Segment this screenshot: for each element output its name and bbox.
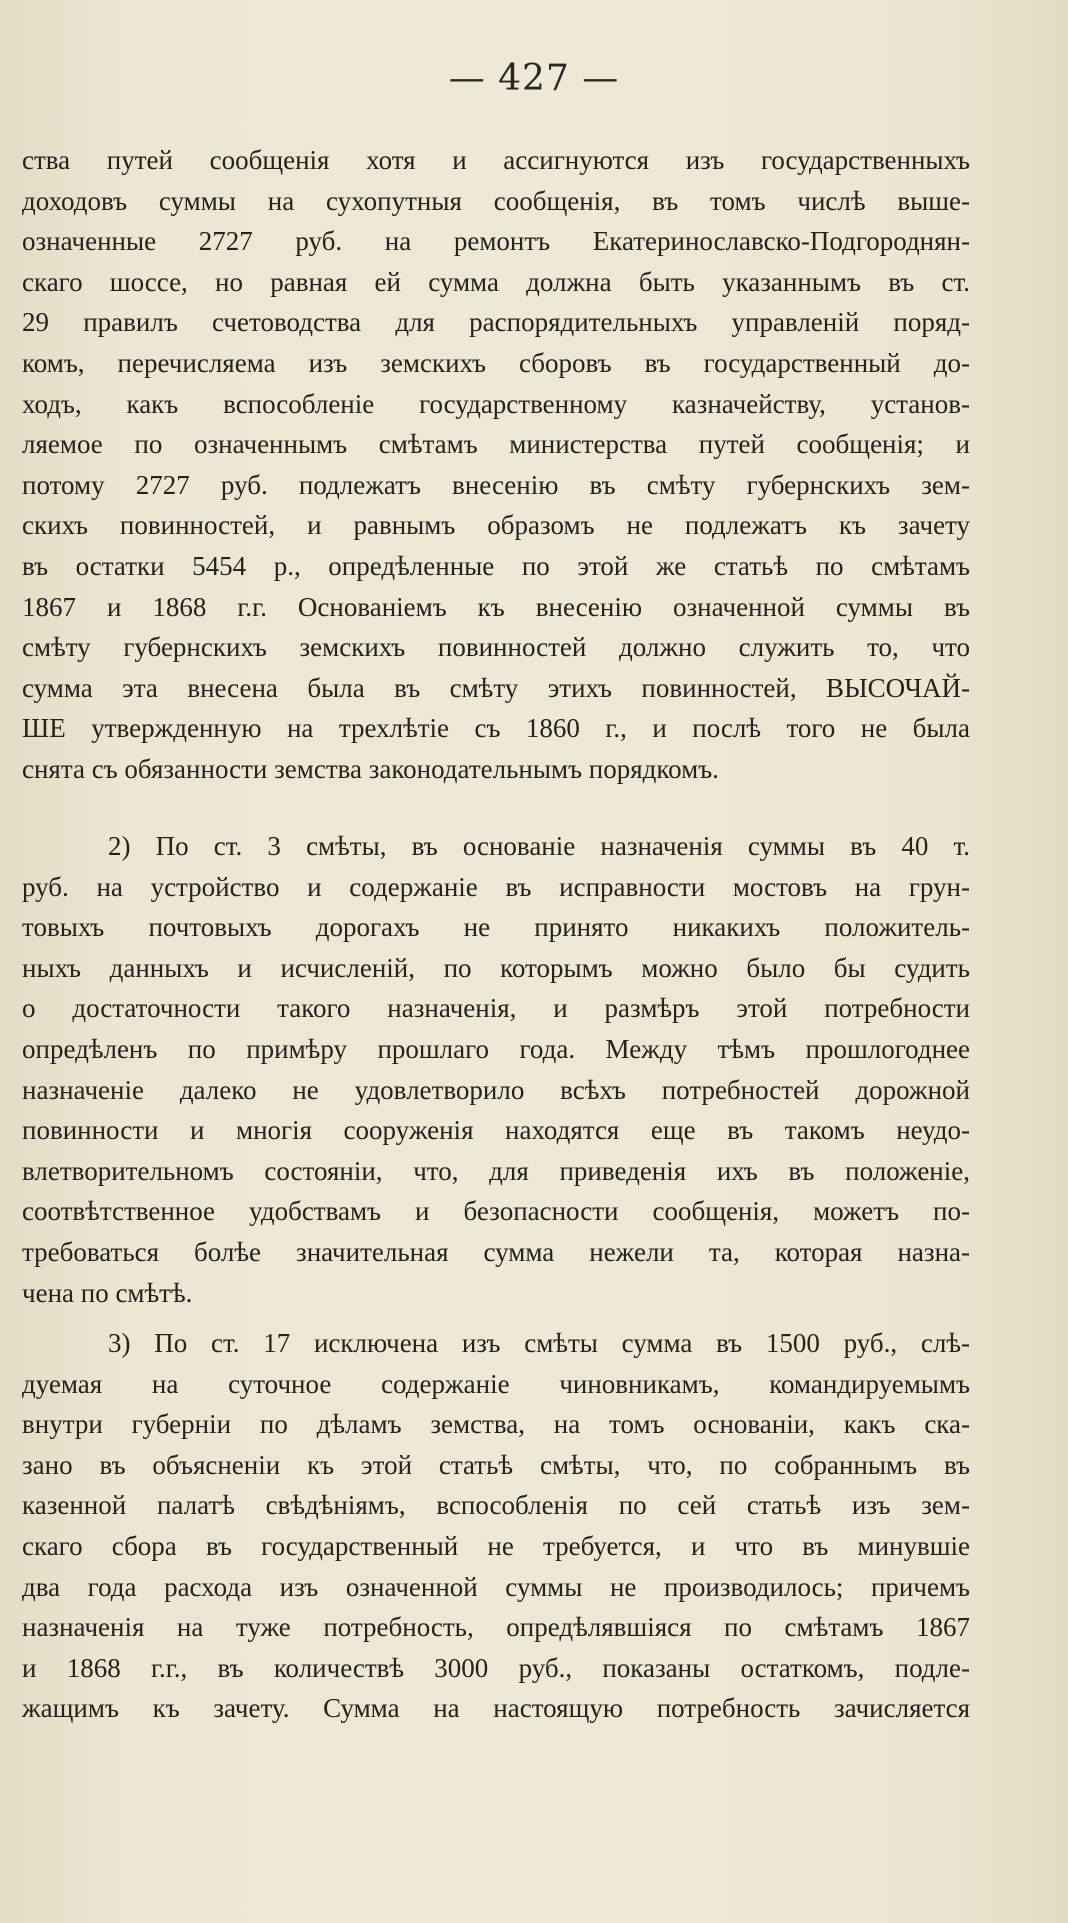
page-number: — 427 — <box>448 58 620 99</box>
text-line: ШЕ утвержденную на трехлѣтіе съ 1860 г., и послѣ того не была <box>22 713 970 744</box>
text-line: потому 2727 руб. подлежатъ внесенію въ смѣту губернскихъ зем- <box>22 469 970 500</box>
text-line: комъ, перечисляема изъ земскихъ сборовъ въ государственный до- <box>22 347 970 378</box>
text-line: 1867 и 1868 г.г. Основаніемъ къ внесенію означенной суммы въ <box>22 591 970 622</box>
text-line: означенные 2727 руб. на ремонтъ Екатеринославско-Подгороднян- <box>22 226 970 257</box>
text-line: два года расхода изъ означенной суммы не производилось; причемъ <box>22 1571 970 1602</box>
text-line: казенной палатѣ свѣдѣніямъ, вспособленія по сей статьѣ изъ зем- <box>22 1490 970 1521</box>
text-line: 3) По ст. 17 исключена изъ смѣты сумма въ 1500 руб., слѣ- <box>108 1328 970 1358</box>
text-line: опредѣленъ по примѣру прошлаго года. Между тѣмъ прошлогоднее <box>22 1033 970 1064</box>
text-line: 2) По ст. 3 смѣты, въ основаніе назначенія суммы въ 40 т. <box>108 831 970 861</box>
paragraph-1 <box>22 140 970 790</box>
text-line: ходъ, какъ вспособленіе государственному казначейству, установ- <box>22 388 970 419</box>
text-line: скихъ повинностей, и равнымъ образомъ не подлежатъ къ зачету <box>22 510 970 541</box>
text-line: ства путей сообщенія хотя и ассигнуются изъ государственныхъ <box>22 145 970 175</box>
text-line: смѣту губернскихъ земскихъ повинностей должно служить то, что <box>22 632 970 663</box>
text-line: требоваться болѣе значительная сумма нежели та, которая назна- <box>22 1236 970 1267</box>
text-line: о достаточности такого назначенія, и размѣръ этой потребности <box>22 993 970 1024</box>
paragraph-2 <box>22 826 970 1313</box>
text-line: сумма эта внесена была въ смѣту этихъ повинностей, ВЫСОЧАЙ- <box>22 672 970 703</box>
text-line: зано въ объясненіи къ этой статьѣ смѣты, что, по собраннымъ въ <box>22 1449 970 1480</box>
text-line: 29 правилъ счетоводства для распорядительныхъ управленій поряд- <box>22 307 970 338</box>
text-line: въ остатки 5454 р., опредѣленные по этой же статьѣ по смѣтамъ <box>22 550 970 581</box>
text-line: скаго сбора въ государственный не требуется, и что въ минувшіе <box>22 1530 970 1561</box>
text-line: повинности и многія сооруженія находятся еще въ такомъ неудо- <box>22 1115 970 1146</box>
text-line: чена по смѣтѣ. <box>22 1277 193 1308</box>
text-line: ляемое по означеннымъ смѣтамъ министерства путей сообщенія; и <box>22 429 970 460</box>
text-line: руб. на устройство и содержаніе въ исправности мостовъ на грун- <box>22 871 970 902</box>
paragraph-3 <box>22 1323 970 1729</box>
text-line: снята съ обязанности земства законодательнымъ порядкомъ. <box>22 753 719 784</box>
text-line: влетворительномъ состояніи, что, для приведенія ихъ въ положеніе, <box>22 1155 970 1186</box>
text-line: ныхъ данныхъ и исчисленій, по которымъ можно было бы судить <box>22 952 970 983</box>
text-line: внутри губерніи по дѣламъ земства, на томъ основаніи, какъ ска- <box>22 1409 970 1440</box>
text-line: жащимъ къ зачету. Сумма на настоящую потребность зачисляется <box>22 1693 970 1724</box>
text-line: назначеніе далеко не удовлетворило всѣхъ потребностей дорожной <box>22 1074 970 1105</box>
text-line: доходовъ суммы на сухопутныя сообщенія, въ томъ числѣ выше- <box>22 185 970 216</box>
text-line: соотвѣтственное удобствамъ и безопасности сообщенія, можетъ по- <box>22 1196 970 1227</box>
text-line: назначенія на туже потребность, опредѣлявшіяся по смѣтамъ 1867 <box>22 1612 970 1643</box>
text-line: товыхъ почтовыхъ дорогахъ не принято никакихъ положитель- <box>22 912 970 943</box>
text-line: и 1868 г.г., въ количествѣ 3000 руб., показаны остаткомъ, подле- <box>22 1652 970 1683</box>
text-line: дуемая на суточное содержаніе чиновникамъ, командируемымъ <box>22 1368 970 1399</box>
text-line: скаго шоссе, но равная ей сумма должна быть указаннымъ въ ст. <box>22 266 970 297</box>
